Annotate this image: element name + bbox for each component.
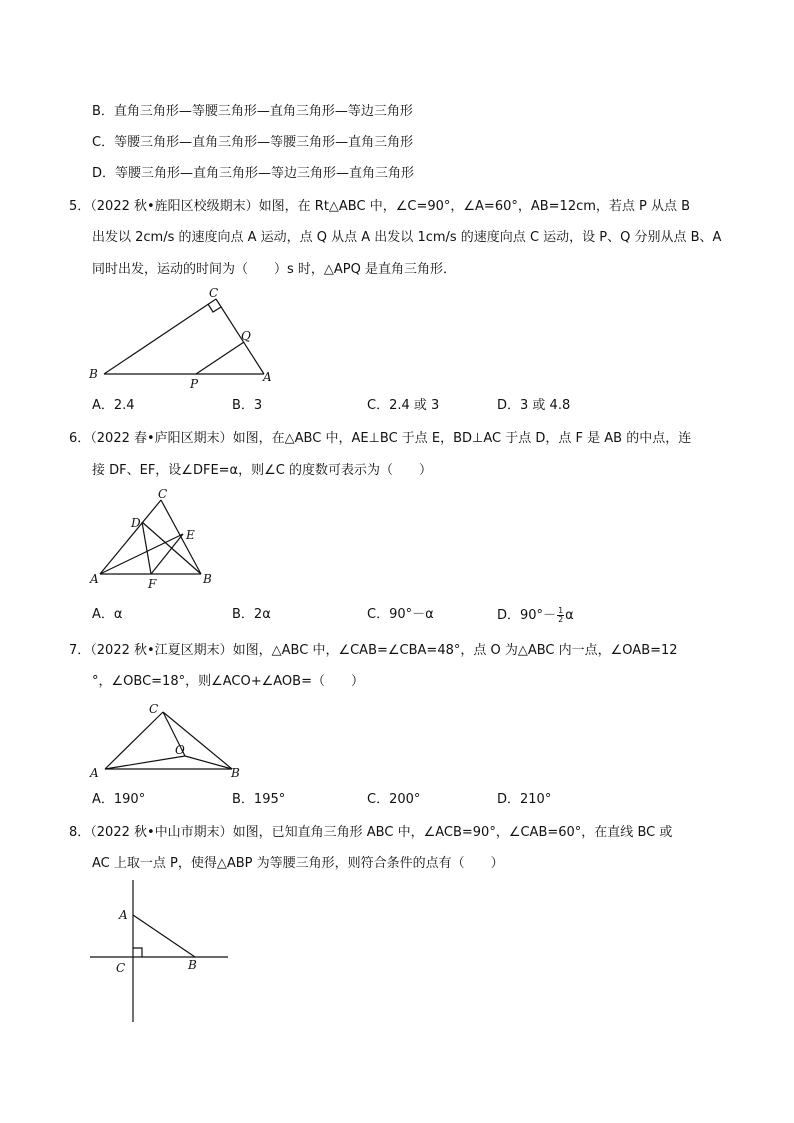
q6-option-d-prefix: D．90°－ (497, 608, 557, 623)
q6-label-d: D (131, 516, 141, 530)
q7-options (92, 792, 692, 808)
q5-label-p: P (190, 377, 199, 391)
q7-label-c: C (149, 702, 159, 716)
q7-stem-line2: °，∠OBC=18°，则∠ACO+∠AOB=（ ） (92, 674, 364, 689)
q6-option-c: C．90°－α (367, 607, 434, 622)
q7-label-a: A (90, 766, 99, 780)
q6-label-a: A (90, 572, 99, 586)
q5-option-c: C．2.4 或 3 (367, 398, 440, 413)
q6-option-d-suffix: α (565, 608, 574, 623)
q8-label-b: B (188, 958, 197, 972)
q6-label-e: E (186, 528, 195, 542)
q4-option-c: C．等腰三角形—直角三角形—等腰三角形—直角三角形 (92, 135, 414, 150)
q5-label-q: Q (241, 329, 251, 343)
q6-option-d (497, 607, 574, 624)
q7-option-b: B．195° (232, 792, 286, 807)
q7-option-a: A．190° (92, 792, 146, 807)
q6-option-a: A．α (92, 607, 123, 622)
q7-option-d: D．210° (497, 792, 552, 807)
q5-figure (80, 282, 290, 392)
q6-options (92, 607, 692, 623)
q5-stem-line3: 同时出发，运动的时间为（ ）s 时，△APQ 是直角三角形． (92, 262, 457, 277)
q6-figure (85, 484, 225, 594)
q7-label-b: B (231, 766, 240, 780)
q4-option-b: B．直角三角形—等腰三角形—直角三角形—等边三角形 (92, 104, 413, 119)
q5-stem-line2: 出发以 2cm/s 的速度向点 A 运动，点 Q 从点 A 出发以 1cm/s 的速度向点 C 运动，设 P、Q 分别从点 B、A (92, 230, 722, 245)
q5-label-c: C (209, 286, 219, 300)
q6-option-d-den: 2 (558, 615, 564, 624)
q5-options (92, 398, 692, 414)
q8-label-c: C (116, 961, 126, 975)
q7-option-c: C．200° (367, 792, 421, 807)
q5-stem-line1: 5．（2022 秋•旌阳区校级期末）如图，在 Rt△ABC 中，∠C=90°，∠A=60°，AB=12cm，若点 P 从点 B (69, 199, 691, 214)
q5-option-a: A．2.4 (92, 398, 135, 413)
q6-stem-line2: 接 DF、EF，设∠DFE=α，则∠C 的度数可表示为（ ） (92, 463, 432, 478)
q6-stem-line1: 6．（2022 春•庐阳区期末）如图，在△ABC 中，AE⊥BC 于点 E，BD⊥AC 于点 D，点 F 是 AB 的中点，连 (69, 431, 692, 446)
q5-option-b: B．3 (232, 398, 263, 413)
q5-option-d: D．3 或 4.8 (497, 398, 571, 413)
q5-label-b: B (89, 367, 98, 381)
q6-option-b: B．2α (232, 607, 271, 622)
q6-label-f: F (148, 577, 157, 591)
q7-label-o: O (175, 743, 185, 757)
q4-option-d: D．等腰三角形—直角三角形—等边三角形—直角三角形 (92, 166, 415, 181)
q8-figure (85, 880, 245, 1030)
q8-stem-line1: 8．（2022 秋•中山市期末）如图，已知直角三角形 ABC 中，∠ACB=90°，∠CAB=60°，在直线 BC 或 (69, 825, 673, 840)
q5-label-a: A (263, 370, 272, 384)
q6-label-b: B (203, 572, 212, 586)
q6-option-d-num: 1 (558, 606, 564, 615)
q8-stem-line2: AC 上取一点 P，使得△ABP 为等腰三角形，则符合条件的点有（ ） (92, 856, 504, 871)
q6-label-c: C (158, 487, 168, 501)
q7-figure (85, 698, 255, 783)
q6-option-d-fraction (557, 607, 564, 624)
q8-label-a: A (119, 908, 128, 922)
q7-stem-line1: 7．（2022 秋•江夏区期末）如图，△ABC 中，∠CAB=∠CBA=48°，点 O 为△ABC 内一点，∠OAB=12 (69, 643, 678, 658)
